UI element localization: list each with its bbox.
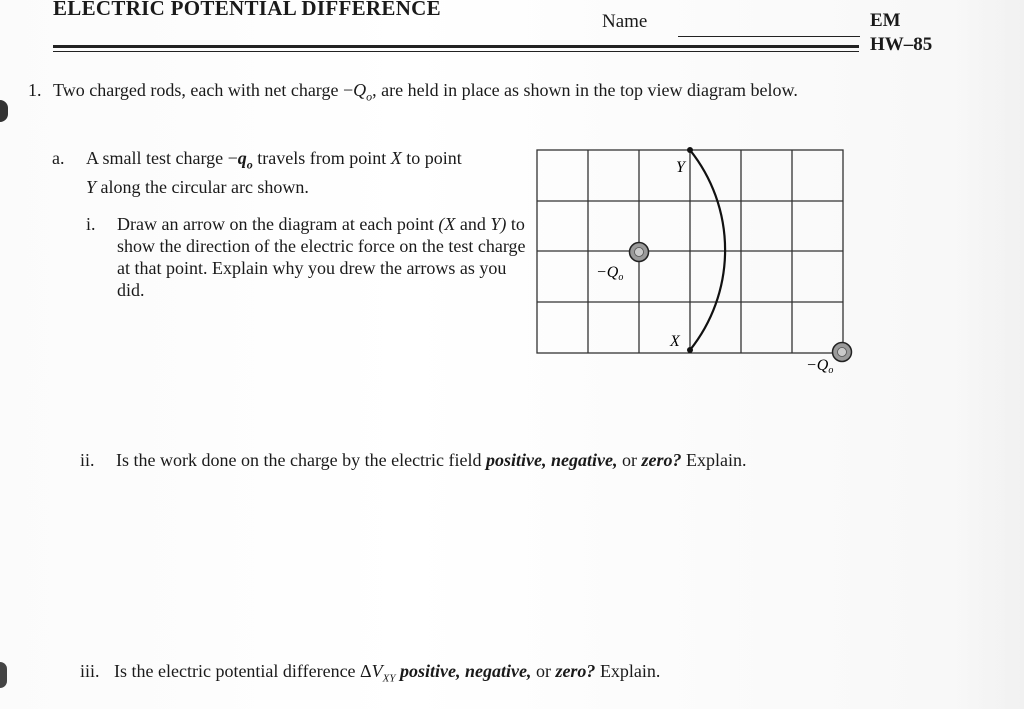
part-a-charge-subscript: o — [246, 157, 253, 172]
label-point-y: Y — [676, 159, 685, 176]
worksheet-title: ELECTRIC POTENTIAL DIFFERENCE — [53, 0, 441, 20]
header-rule-thick — [53, 45, 859, 48]
part-ii-text-3: Explain. — [681, 450, 747, 470]
q1-text-a: Two charged rods, each with net charge − — [53, 80, 354, 100]
part-iii-text — [114, 660, 854, 690]
part-i-text — [117, 213, 527, 301]
part-a-text-2: travels from point — [252, 148, 391, 168]
part-i-points-2: Y) — [490, 214, 507, 234]
part-a-point-x: X — [390, 148, 402, 168]
part-i-label: i. — [86, 214, 96, 234]
part-a-text-3: to point — [401, 148, 462, 168]
page-edge-shadow — [954, 0, 1024, 709]
rod-1-label — [596, 264, 623, 283]
part-a-point-y: Y — [86, 176, 97, 197]
part-ii-option-zero: zero? — [641, 450, 682, 470]
part-a-text-1: A small test charge − — [86, 148, 238, 168]
part-ii-options: positive, negative, — [486, 450, 618, 470]
header-rule-thin — [53, 51, 859, 52]
part-iii-symbol-sub: XY — [382, 672, 396, 685]
rod-1-label-text: −Q — [596, 264, 619, 281]
binder-hole-top — [0, 100, 8, 122]
part-iii-text-1: Is the electric potential difference Δ — [114, 661, 372, 681]
grid — [537, 150, 843, 353]
part-iii-symbol-v: V — [371, 661, 383, 681]
q1-text-b: , are held in place as shown in the top view diagram below. — [372, 80, 798, 100]
part-iii-text-4: Explain. — [595, 661, 661, 681]
part-i-text-1: Draw an arrow on the diagram at each point — [117, 214, 439, 234]
rod-2-marker-core — [838, 348, 847, 357]
part-iii-text-3: or — [531, 661, 556, 681]
point-y-dot[interactable] — [687, 147, 693, 153]
part-ii-text-2: or — [617, 450, 642, 470]
part-ii-text-1: Is the work done on the charge by the electric field — [116, 450, 487, 470]
part-a-label: a. — [52, 148, 65, 168]
course-code: EM — [870, 10, 901, 31]
q1-charge-symbol: Q — [353, 80, 367, 100]
part-a-text — [86, 147, 526, 198]
binder-hole-bottom — [0, 662, 7, 688]
part-i-points: (X — [438, 214, 456, 234]
part-i-text-2: and — [455, 214, 491, 234]
rod-1-label-sub: o — [618, 272, 624, 283]
rod-1-marker-core — [635, 248, 644, 257]
name-field-line[interactable] — [678, 36, 860, 37]
part-a-text-4: along the circular arc shown. — [96, 176, 309, 197]
part-ii-text — [116, 449, 856, 471]
part-a-charge-symbol: q — [237, 148, 247, 168]
charged-rod-2 — [833, 343, 852, 362]
label-point-x: X — [670, 333, 680, 350]
charged-rod-1 — [630, 243, 649, 262]
part-ii-label: ii. — [80, 450, 95, 470]
rod-2-label-text: −Q — [806, 357, 829, 374]
homework-code: HW–85 — [870, 34, 933, 55]
part-i-text-3: to show the direction of the electric force on the test charge at that point. Explain why you drew the arrows as you did. — [117, 214, 526, 300]
q1-charge-subscript: o — [366, 89, 373, 104]
question-1-number: 1. — [28, 80, 42, 100]
circular-arc-path — [690, 150, 725, 350]
rod-2-label — [806, 357, 833, 376]
name-label: Name — [602, 11, 648, 32]
part-iii-option-zero: zero? — [555, 661, 596, 681]
part-iii-label: iii. — [80, 661, 100, 681]
point-x-dot[interactable] — [687, 347, 693, 353]
rod-2-label-sub: o — [828, 365, 834, 376]
question-1-text — [53, 79, 853, 108]
top-view-diagram — [530, 140, 860, 385]
part-iii-options: positive, negative, — [399, 661, 532, 681]
